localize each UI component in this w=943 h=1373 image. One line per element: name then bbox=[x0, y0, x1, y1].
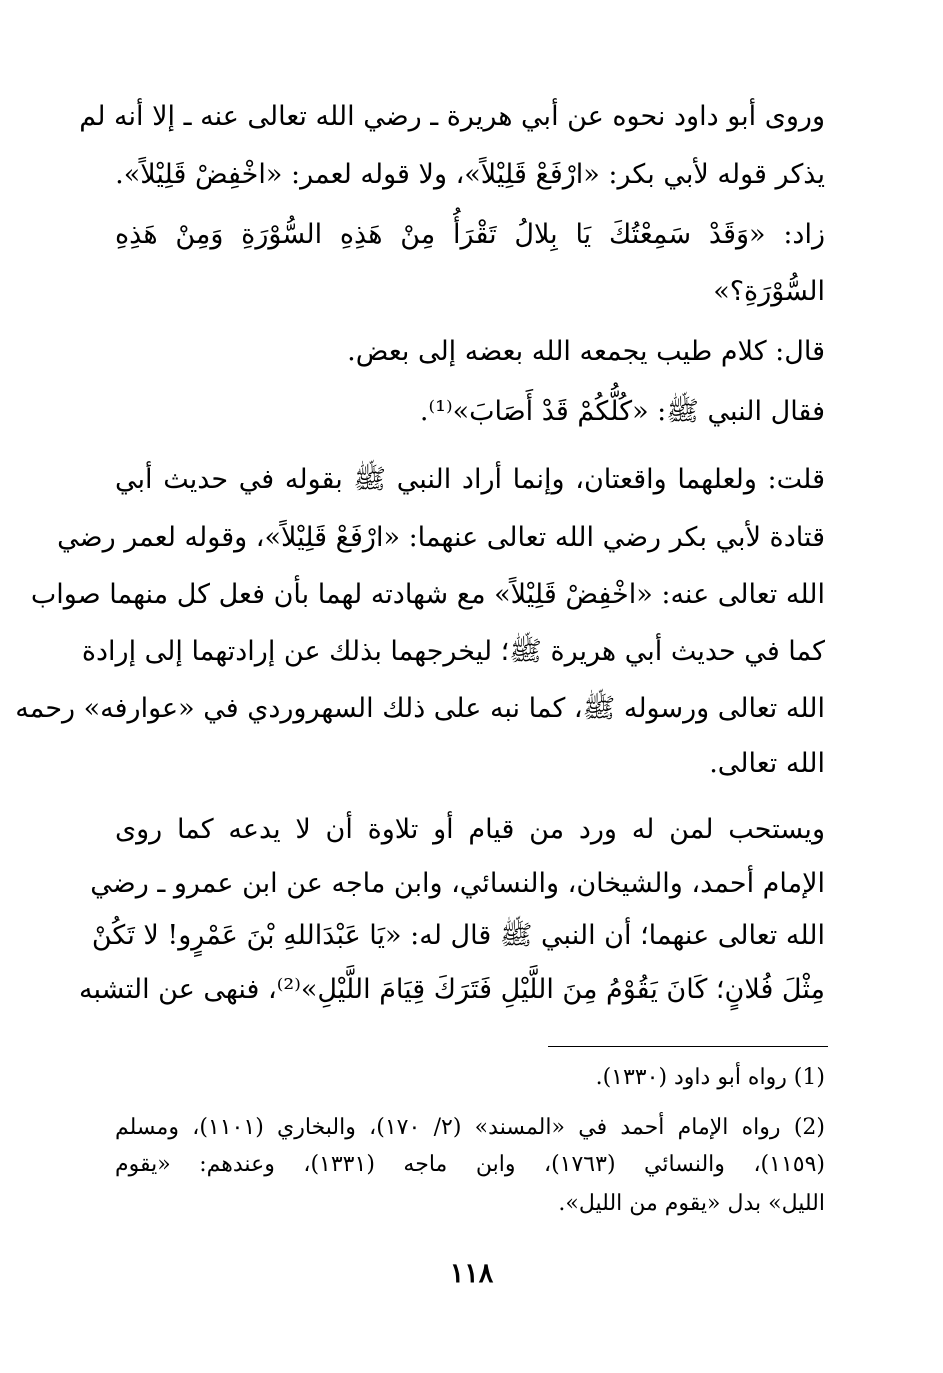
body-line-14: الإمام أحمد، والشيخان، والنسائي، وابن ماجه عن ابن عمرو ـ رضي bbox=[90, 868, 825, 899]
body-line-6: فقال النبي ﷺ: «كُلُّكُمْ قَدْ أَصَابَ»⁽¹⁾. bbox=[419, 396, 825, 427]
body-line-11: الله تعالى ورسوله ﷺ، كما نبه على ذلك السهروردي في «عوارفه» رحمه bbox=[15, 693, 825, 724]
page-number: ١١٨ bbox=[449, 1258, 494, 1289]
footnote-separator bbox=[548, 1046, 828, 1047]
body-line-2: يذكر قوله لأبي بكر: «ارْفَعْ قَلِيْلاً»، ولا قوله لعمر: «اخْفِضْ قَلِيْلاً». bbox=[115, 159, 825, 190]
footnote-line-1: (1) رواه أبو داود (١٣٣٠). bbox=[595, 1065, 825, 1090]
body-line-13: ويستحب لمن له ورد من قيام أو تلاوة أن لا يدعه كما روى bbox=[115, 814, 825, 845]
footnote-line-4: الليل» بدل «يقوم من الليل». bbox=[558, 1191, 825, 1216]
body-line-1: وروى أبو داود نحوه عن أبي هريرة ـ رضي الله تعالى عنه ـ إلا أنه لم bbox=[79, 101, 825, 132]
footnote-line-2: (2) رواه الإمام أحمد في «المسند» (٢/ ١٧٠)، والبخاري (١١٠١)، ومسلم bbox=[115, 1115, 825, 1140]
body-line-5: قال: كلام طيب يجمعه الله بعضه إلى بعض. bbox=[347, 336, 825, 367]
footnote-line-3: (١١٥٩)، والنسائي (١٧٦٣)، وابن ماجه (١٣٣١)، وعندهم: «يقوم bbox=[115, 1152, 825, 1177]
body-line-15: الله تعالى عنهما؛ أن النبي ﷺ قال له: «يَا عَبْدَاللهِ بْنَ عَمْرٍو! لا تَكُنْ bbox=[91, 920, 825, 951]
body-line-8: قتادة لأبي بكر رضي الله تعالى عنهما: «ارْفَعْ قَلِيْلاً»، وقوله لعمر رضي bbox=[57, 522, 825, 553]
body-line-4: السُّوْرَةِ؟» bbox=[713, 276, 825, 307]
body-line-12: الله تعالى. bbox=[709, 748, 825, 779]
body-line-7: قلت: ولعلهما واقعتان، وإنما أراد النبي ﷺ بقوله في حديث أبي bbox=[115, 464, 825, 495]
body-line-3: زاد: «وَقَدْ سَمِعْتُكَ يَا بِلالُ تَقْرَأُ مِنْ هَذِهِ السُّوْرَةِ وَمِنْ هَذِهِ bbox=[115, 219, 825, 250]
body-line-10: كما في حديث أبي هريرة ﷺ؛ ليخرجهما بذلك عن إرادتهما إلى إرادة bbox=[81, 636, 825, 667]
body-line-9: الله تعالى عنه: «اخْفِضْ قَلِيْلاً» مع شهادته لهما بأن فعل كل منهما صواب bbox=[30, 579, 825, 610]
body-line-16: مِثْلَ فُلانٍ؛ كَانَ يَقُوْمُ مِنَ اللَّيْلِ فَتَرَكَ قِيَامَ اللَّيْلِ»⁽²⁾، فنهى عن التشبه bbox=[79, 974, 825, 1005]
